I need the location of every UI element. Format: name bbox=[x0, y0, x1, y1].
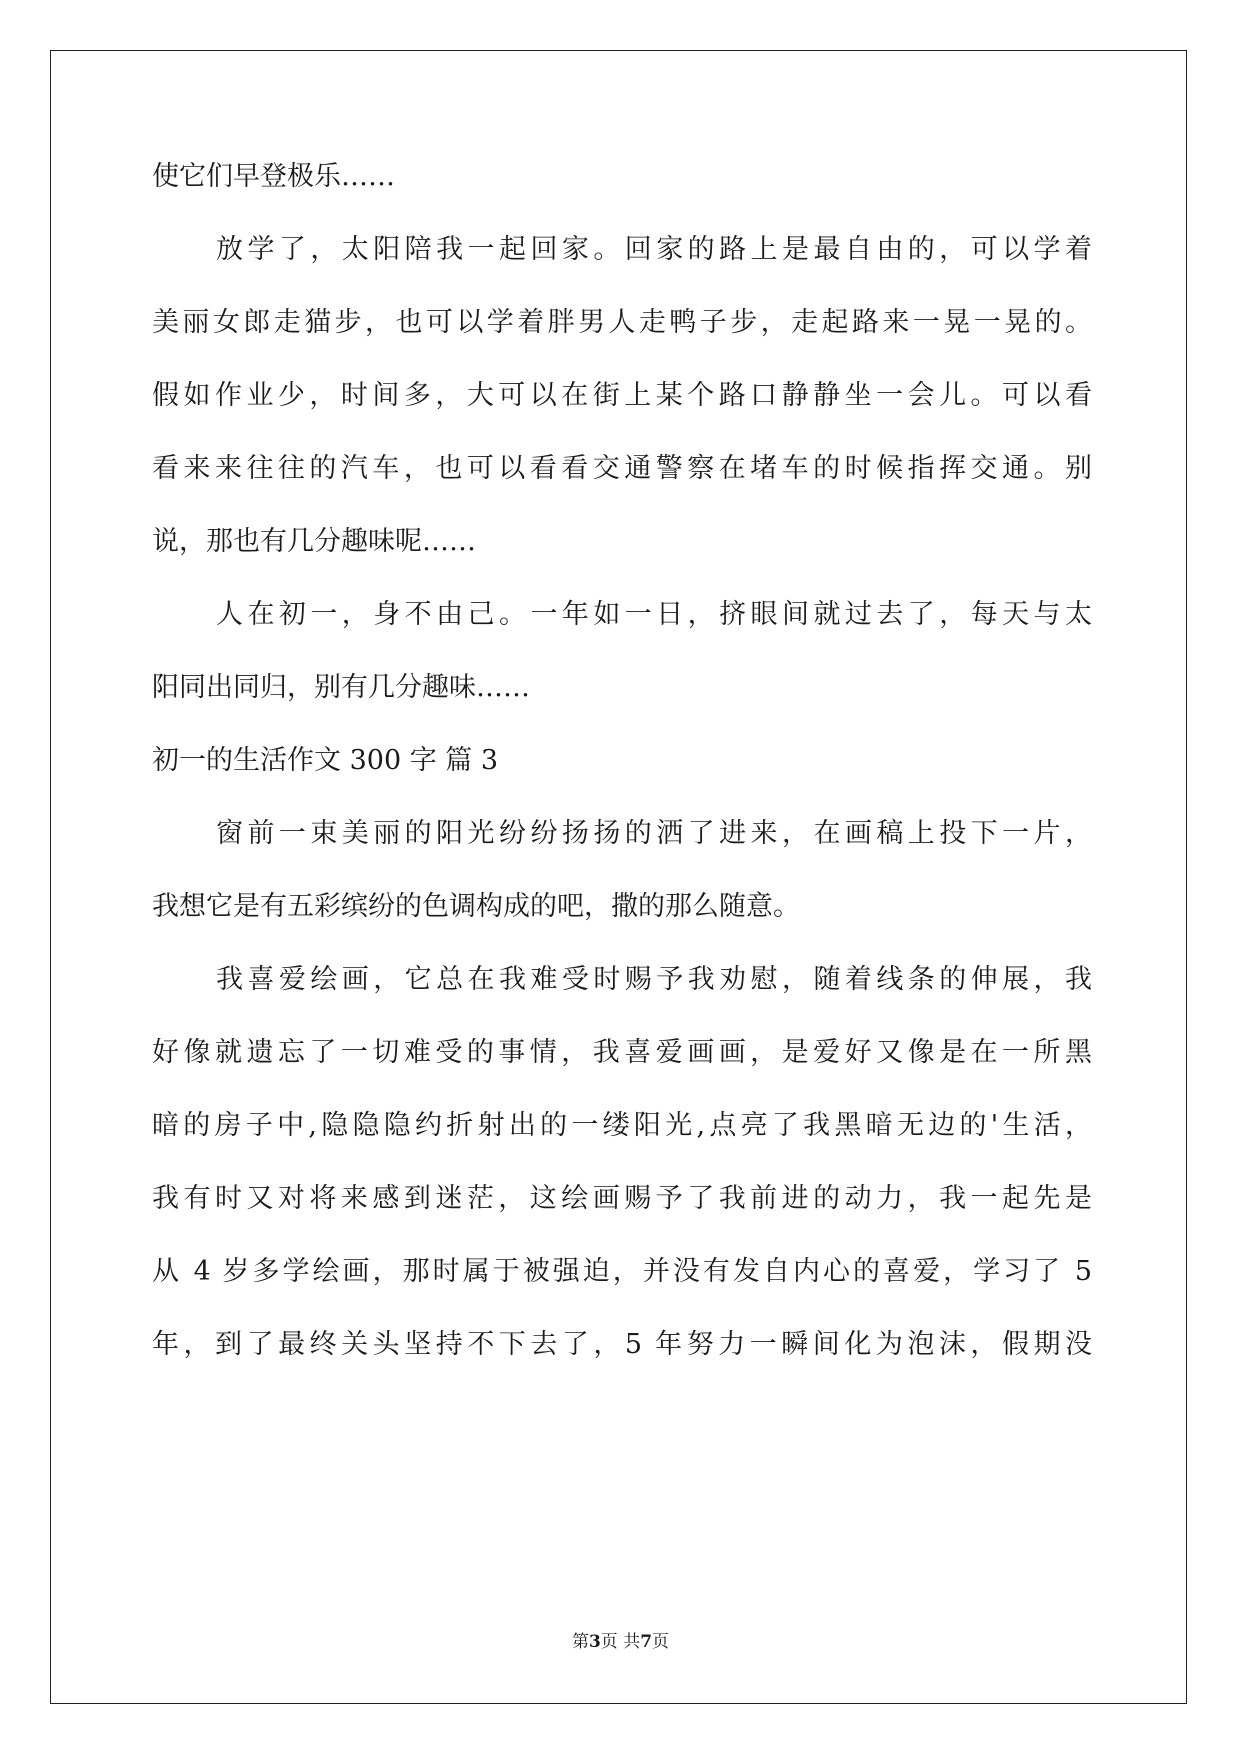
text-line: 使它们早登极乐…… bbox=[152, 161, 395, 192]
current-page-number: 3 bbox=[588, 1632, 601, 1652]
text-line: 看来来往往的汽车，也可以看看交通警察在堵车的时候指挥交通。别 bbox=[152, 453, 1092, 484]
footer-middle: 页 共 bbox=[600, 1632, 641, 1652]
text-line: 我想它是有五彩缤纷的色调构成的吧，撒的那么随意。 bbox=[152, 891, 800, 922]
text-line: 美丽女郎走猫步，也可以学着胖男人走鸭子步，走起路来一晃一晃的。 bbox=[152, 307, 1092, 338]
text-line: 从 4 岁多学绘画，那时属于被强迫，并没有发自内心的喜爱，学习了 5 bbox=[152, 1256, 1092, 1287]
total-page-number: 7 bbox=[640, 1632, 653, 1652]
footer-suffix: 页 bbox=[652, 1632, 670, 1652]
text-line: 我有时又对将来感到迷茫，这绘画赐予了我前进的动力，我一起先是 bbox=[152, 1183, 1092, 1214]
text-line: 放学了，太阳陪我一起回家。回家的路上是最自由的，可以学着 bbox=[216, 234, 1092, 265]
text-line: 说，那也有几分趣味呢…… bbox=[152, 526, 476, 557]
text-line: 窗前一束美丽的阳光纷纷扬扬的洒了进来，在画稿上投下一片， bbox=[216, 818, 1092, 849]
text-line: 阳同出同归，别有几分趣味…… bbox=[152, 672, 530, 703]
section-heading: 初一的生活作文 300 字 篇 3 bbox=[152, 745, 499, 776]
text-line: 好像就遗忘了一切难受的事情，我喜爱画画，是爱好又像是在一所黑 bbox=[152, 1037, 1092, 1068]
footer-prefix: 第 bbox=[571, 1632, 589, 1652]
text-line: 我喜爱绘画，它总在我难受时赐予我劝慰，随着线条的伸展，我 bbox=[216, 964, 1092, 995]
text-line: 年，到了最终关头坚持不下去了，5 年努力一瞬间化为泡沫，假期没 bbox=[152, 1329, 1092, 1360]
page-footer bbox=[0, 1627, 1241, 1652]
text-line: 假如作业少，时间多，大可以在街上某个路口静静坐一会儿。可以看 bbox=[152, 380, 1092, 411]
text-line: 暗的房子中,隐隐隐约折射出的一缕阳光,点亮了我黑暗无边的'生活， bbox=[152, 1110, 1092, 1141]
page-border bbox=[50, 50, 1187, 1704]
text-line: 人在初一，身不由己。一年如一日，挤眼间就过去了，每天与太 bbox=[216, 599, 1092, 630]
